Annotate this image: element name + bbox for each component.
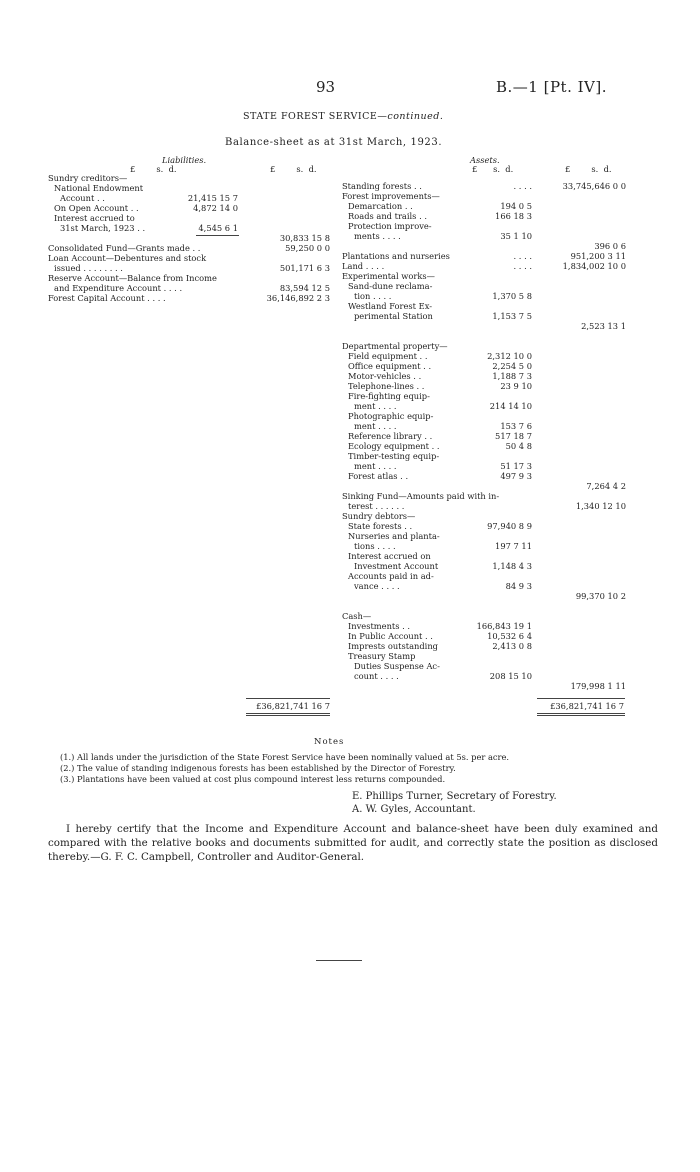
asset-label: Treasury Stamp [348,651,416,661]
assets-table [342,181,662,691]
asset-outer-amount: 33,745,646 0 0 [562,181,626,191]
asset-row [342,251,662,261]
asset-inner-amount: 1,153 7 5 [492,311,532,321]
liability-outer-amount: 83,594 12 5 [279,283,330,293]
liability-outer-amount: 501,171 6 3 [279,263,330,273]
asset-label: Sinking Fund—Amounts paid with in- [342,491,500,501]
asset-label: Plantations and nurseries [342,251,450,261]
asset-label: Field equipment . . [348,351,428,361]
asset-row [342,441,662,451]
asset-outer-amount: 7,264 4 2 [586,481,626,491]
liability-row [48,243,338,253]
asset-row [342,291,662,301]
asset-outer-amount: 179,998 1 11 [570,681,626,691]
asset-row [342,501,662,511]
asset-label: count . . . . [354,671,399,681]
liability-label: Forest Capital Account . . . . [48,293,166,303]
liab-total-double-rule [246,713,330,716]
asset-row [342,301,662,311]
asset-inner-amount: . . . . [513,251,532,261]
balance-sheet-subtitle: Balance-sheet as at 31st March, 1923. [225,137,443,148]
liab-outer-currency-header: £ s. d. [270,164,317,174]
liab-inner-currency-header: £ s. d. [130,164,177,174]
liability-inner-amount: 21,415 15 7 [187,193,238,203]
asset-label: Office equipment . . [348,361,432,371]
asset-label: Nurseries and planta- [348,531,440,541]
asset-inner-amount: 97,940 8 9 [487,521,532,531]
liability-inner-amount: 4,872 14 0 [193,203,238,213]
asset-inner-amount: 208 15 10 [489,671,532,681]
asset-label: Forest atlas . . [348,471,409,481]
liability-row [48,203,338,213]
asset-outer-amount: 2,523 13 1 [581,321,626,331]
liability-label: and Expenditure Account . . . . [54,283,183,293]
assets-heading: Assets. [470,155,500,165]
note-1: (1.) All lands under the jurisdiction of the State Forest Service have been nominally valued at 5s. per acre. [60,752,510,762]
asset-label: Interest accrued on [348,551,431,561]
report-reference: B.—1 [Pt. IV]. [496,78,607,96]
liability-label: 31st March, 1923 . . [60,223,146,233]
asset-inner-amount: 214 14 10 [489,401,532,411]
asset-row [342,681,662,691]
asset-row [342,221,662,231]
liability-inner-amount: 4,545 6 1 [198,223,238,233]
asset-inner-amount: 2,254 5 0 [492,361,532,371]
asset-row [342,481,662,491]
asset-label: Reference library . . [348,431,433,441]
asset-row [342,631,662,641]
asset-row [342,191,662,201]
certification-text: I hereby certify that the Income and Expenditure Account and balance-sheet have been duly examined and compared with the relative books and documents submitted for audit, and correctly state the position as disclosed thereby.—G. F. C. Campbell, Controller and Auditor-General. [48,823,658,863]
assets-total-double-rule [537,713,625,716]
asset-row [342,271,662,281]
asset-row [342,391,662,401]
liability-label: Consolidated Fund—Grants made . . [48,243,201,253]
asset-label: Duties Suspense Ac- [354,661,440,671]
asset-inner-amount: 2,413 0 8 [492,641,532,651]
asset-inner-amount: 194 0 5 [500,201,532,211]
asset-row [342,571,662,581]
asset-row [342,591,662,601]
asset-row [342,521,662,531]
liability-row [48,283,338,293]
liability-label: Account . . [60,193,105,203]
liability-outer-amount: 30,833 15 8 [279,233,330,243]
asset-row [342,651,662,661]
asset-label: terest . . . . . . [348,501,405,511]
asset-label: Investment Account [354,561,439,571]
asset-inner-amount: . . . . [513,181,532,191]
liability-row [48,183,338,193]
asset-label: Fire-fighting equip- [348,391,430,401]
asset-outer-amount: 1,340 12 10 [575,501,626,511]
liability-outer-amount: 59,250 0 0 [285,243,330,253]
asset-row [342,671,662,681]
assets-inner-currency-header: £ s. d. [472,164,514,174]
asset-label: ment . . . . [354,401,397,411]
asset-row [342,281,662,291]
asset-outer-amount: 99,370 10 2 [575,591,626,601]
assets-outer-currency-header: £ s. d. [565,164,612,174]
asset-label: Departmental property— [342,341,448,351]
asset-row [342,581,662,591]
liability-label: Sundry creditors— [48,173,128,183]
asset-label: Motor-vehicles . . [348,371,422,381]
title-continued: —continued. [377,111,444,122]
asset-inner-amount: 166,843 19 1 [476,621,532,631]
note-3: (3.) Plantations have been valued at cost plus compound interest less returns compounded. [60,774,446,784]
asset-row [342,231,662,241]
asset-label: Ecology equipment . . [348,441,440,451]
asset-inner-amount: 84 9 3 [505,581,532,591]
liability-row [48,193,338,203]
liability-row [48,173,338,183]
liability-row [48,273,338,283]
asset-row [342,661,662,671]
asset-outer-amount: 951,200 3 11 [570,251,626,261]
signature-accountant: A. W. Gyles, Accountant. [352,804,476,815]
asset-row [342,381,662,391]
page-title [243,111,443,122]
asset-row [342,321,662,331]
asset-label: Protection improve- [348,221,432,231]
asset-row [342,561,662,571]
liability-row [48,223,338,233]
asset-label: Land . . . . [342,261,385,271]
asset-inner-amount: 10,532 6 4 [487,631,532,641]
asset-row [342,601,662,611]
title-main: STATE FOREST SERVICE [243,111,378,122]
asset-label: Sand-dune reclama- [348,281,433,291]
asset-inner-amount: 35 1 10 [500,231,532,241]
asset-row [342,241,662,251]
liability-label: On Open Account . . [54,203,139,213]
notes-heading: Notes [314,737,345,747]
asset-label: Investments . . [348,621,411,631]
asset-inner-amount: 166 18 3 [495,211,532,221]
asset-inner-amount: 51 17 3 [500,461,532,471]
asset-label: Demarcation . . [348,201,413,211]
audit-certification [48,822,658,864]
asset-label: Sundry debtors— [342,511,416,521]
asset-row [342,211,662,221]
asset-row [342,411,662,421]
asset-label: Photographic equip- [348,411,434,421]
asset-row [342,421,662,431]
asset-row [342,401,662,411]
asset-label: Imprests outstanding [348,641,438,651]
asset-inner-amount: 1,148 4 3 [492,561,532,571]
asset-row [342,451,662,461]
asset-row [342,461,662,471]
asset-row [342,641,662,651]
asset-label: Roads and trails . . [348,211,427,221]
asset-row [342,341,662,351]
asset-row [342,511,662,521]
liability-label: Loan Account—Debentures and stock [48,253,207,263]
asset-inner-amount: 1,188 7 3 [492,371,532,381]
liability-label: Interest accrued to [54,213,135,223]
asset-inner-amount: 1,370 5 8 [492,291,532,301]
asset-label: ment . . . . [354,421,397,431]
asset-label: tion . . . . [354,291,392,301]
asset-row [342,431,662,441]
asset-label: Cash— [342,611,372,621]
liab-total-rule [246,698,330,699]
liability-row [48,293,338,303]
asset-label: perimental Station [354,311,433,321]
liabilities-table [48,173,338,303]
liability-row [48,263,338,273]
closing-rule [316,960,362,961]
asset-row [342,491,662,501]
asset-label: Standing forests . . [342,181,422,191]
asset-label: ments . . . . [354,231,401,241]
asset-row [342,471,662,481]
page-number: 93 [316,78,336,96]
asset-row [342,201,662,211]
asset-inner-amount: . . . . [513,261,532,271]
liability-row [48,213,338,223]
asset-label: Accounts paid in ad- [348,571,434,581]
asset-inner-amount: 197 7 11 [495,541,532,551]
asset-label: Westland Forest Ex- [348,301,433,311]
asset-label: tions . . . . [354,541,396,551]
asset-inner-amount: 153 7 6 [500,421,532,431]
asset-label: Experimental works— [342,271,435,281]
asset-inner-amount: 517 18 7 [495,431,532,441]
assets-total: £36,821,741 16 7 [550,701,624,711]
asset-outer-amount: 1,834,002 10 0 [562,261,626,271]
asset-row [342,181,662,191]
liabilities-total: £36,821,741 16 7 [256,701,330,711]
asset-inner-amount: 50 4 8 [505,441,532,451]
asset-row [342,331,662,341]
note-2: (2.) The value of standing indigenous forests has been established by the Director of Forestry. [60,763,456,773]
asset-row [342,371,662,381]
asset-row [342,551,662,561]
asset-label: vance . . . . [354,581,400,591]
assets-total-rule [537,698,625,699]
asset-label: Telephone-lines . . [348,381,425,391]
asset-label: Forest improvements— [342,191,440,201]
signature-secretary: E. Phillips Turner, Secretary of Forestry. [352,791,557,802]
asset-label: Timber-testing equip- [348,451,440,461]
asset-inner-amount: 2,312 10 0 [487,351,532,361]
liability-label: National Endowment [54,183,144,193]
asset-row [342,351,662,361]
asset-row [342,611,662,621]
liab-subtotal-rule [196,235,239,236]
asset-inner-amount: 497 9 3 [500,471,532,481]
asset-label: State forests . . [348,521,413,531]
asset-row [342,531,662,541]
liability-outer-amount: 36,146,892 2 3 [266,293,330,303]
asset-row [342,261,662,271]
asset-row [342,541,662,551]
liability-label: Reserve Account—Balance from Income [48,273,217,283]
asset-row [342,621,662,631]
asset-row [342,361,662,371]
liability-row [48,253,338,263]
asset-outer-amount: 396 0 6 [594,241,626,251]
liability-label: issued . . . . . . . . [54,263,123,273]
asset-label: ment . . . . [354,461,397,471]
asset-row [342,311,662,321]
asset-inner-amount: 23 9 10 [500,381,532,391]
liability-row [48,233,338,243]
liabilities-heading: Liabilities. [162,155,207,165]
asset-label: In Public Account . . [348,631,433,641]
